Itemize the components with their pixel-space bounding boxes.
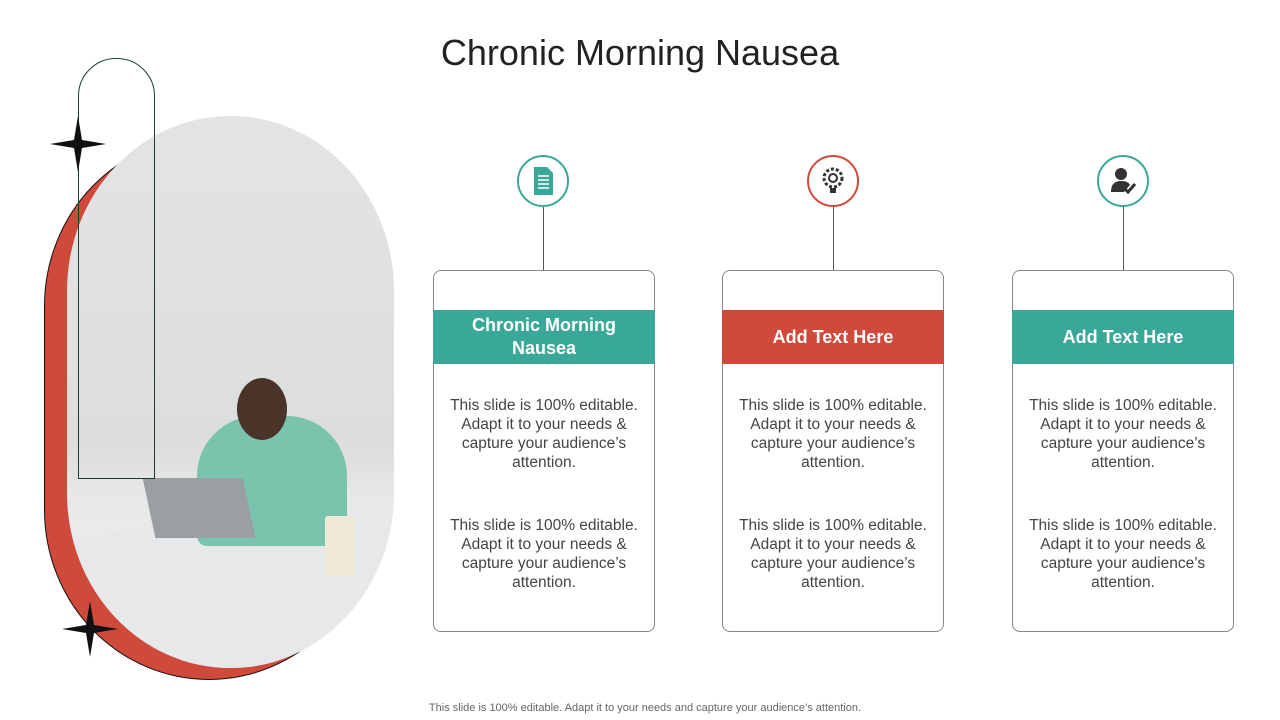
sparkle-icon [50, 116, 106, 172]
page-title: Chronic Morning Nausea [440, 32, 840, 73]
card-text: This slide is 100% editable. Adapt it to your needs & capture your audience’s attention. [450, 397, 638, 471]
info-card [722, 270, 944, 632]
card-text: This slide is 100% editable. Adapt it to your needs & capture your audience’s attention. [1029, 397, 1217, 471]
card-heading: Add Text Here [1012, 310, 1234, 364]
card-text: This slide is 100% editable. Adapt it to your needs & capture your audience’s attention. [1029, 517, 1217, 591]
card-text: This slide is 100% editable. Adapt it to your needs & capture your audience’s attention. [739, 517, 927, 591]
document-icon [517, 155, 569, 207]
info-card [433, 270, 655, 632]
card-heading: Chronic Morning Nausea [433, 310, 655, 364]
info-card [1012, 270, 1234, 632]
card-heading: Add Text Here [722, 310, 944, 364]
card-text: This slide is 100% editable. Adapt it to your needs & capture your audience’s attention. [450, 517, 638, 591]
card-text: This slide is 100% editable. Adapt it to your needs & capture your audience’s attention. [739, 397, 927, 471]
gear-bulb-icon [807, 155, 859, 207]
footer-note: This slide is 100% editable. Adapt it to your needs and capture your audience’s attention. [428, 702, 862, 714]
user-check-icon [1097, 155, 1149, 207]
sparkle-icon [62, 601, 118, 657]
